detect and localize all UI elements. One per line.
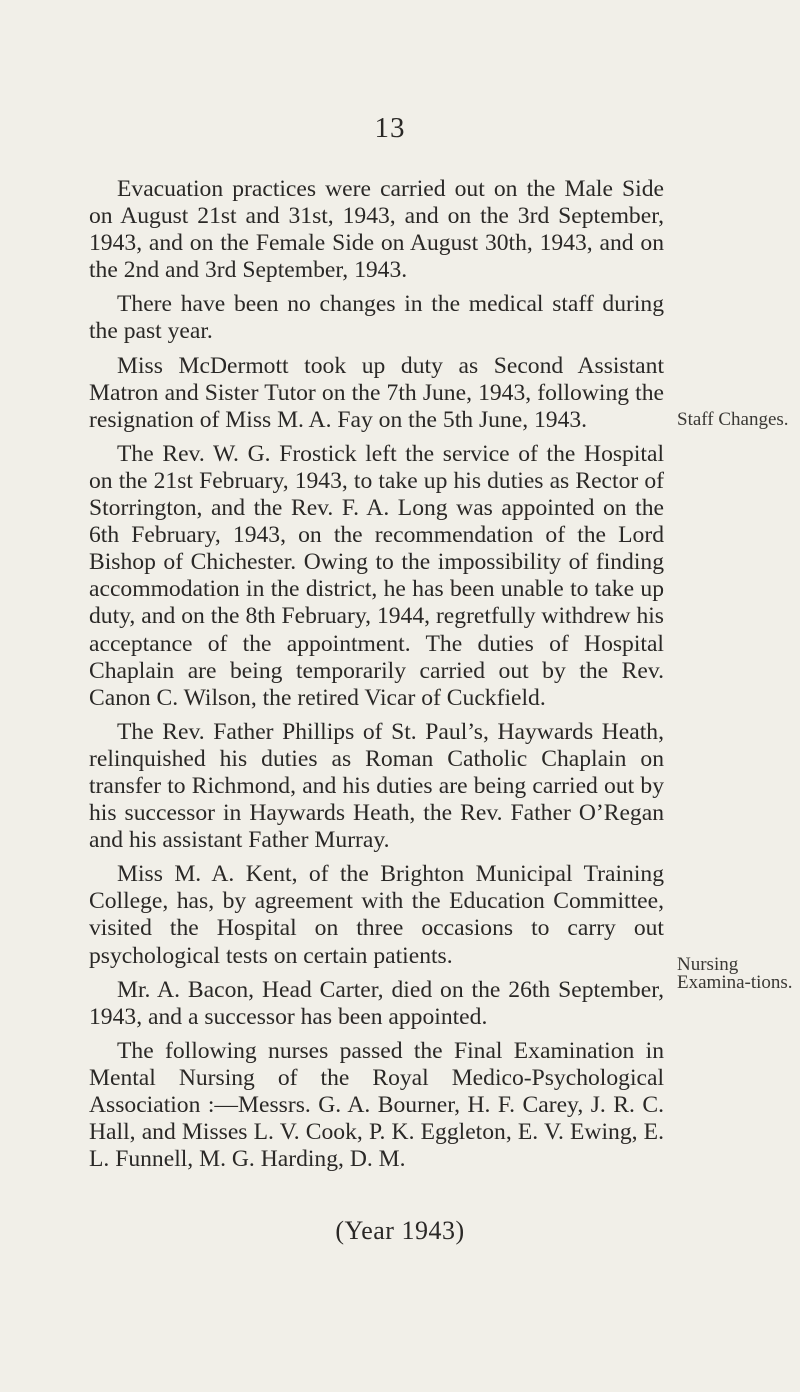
paragraph-evacuation: Evacuation practices were carried out on the Male Side on August 21st and 31st, 1943, and on the 3rd September, 1943, and on the Female Side on August 30th, 1943, and on the 2nd and 3rd September, 1943. [89, 176, 664, 284]
page-number: 13 [374, 112, 406, 144]
paragraph-nursing-exam: The following nurses passed the Final Examination in Mental Nursing of the Royal Medico-Psychological Association :—Messrs. G. A. Bourner, H. F. Carey, J. R. C. Hall, and Misses L. V. Cook, P. K. Eggleton, E. V. Ewing, E. L. Funnell, M. G. Harding, D. M. [89, 1037, 664, 1173]
paragraph-psychological-tests: Miss M. A. Kent, of the Brighton Municipal Training College, has, by agreement with the Education Committee, visited the Hospital on three occasions to carry out psychological tests on certain patients. [89, 861, 664, 969]
margin-note-nursing-examinations: Nursing Examina-tions. [677, 954, 793, 993]
paragraph-catholic-chaplain: The Rev. Father Phillips of St. Paul’s, Haywards Heath, relinquished his duties as Roman Catholic Chaplain on transfer to Richmond, and his duties are being carried out by his successor in Haywards Heath, the Rev. Father O’Regan and his assistant Father Murray. [89, 718, 664, 854]
paragraph-matron: Miss McDermott took up duty as Second Assistant Matron and Sister Tutor on the 7th June, 1943, following the resignation of Miss M. A. Fay on the 5th June, 1943. [89, 352, 664, 433]
page-footer: (Year 1943) [335, 1216, 465, 1245]
margin-note-staff-changes: Staff Changes. [677, 409, 789, 430]
paragraph-medical-staff: There have been no changes in the medical staff during the past year. [89, 291, 664, 345]
paragraph-chaplain: The Rev. W. G. Frostick left the service of the Hospital on the 21st February, 1943, to take up his duties as Rector of Storrington, and the Rev. F. A. Long was appointed on the 6th February, 1943, on the recommendation of the Lord Bishop of Chichester. Owing to the impossibility of finding accommodation in the district, he has been unable to take up duty, and on the 8th February, 1944, regretfully withdrew his acceptance of the appointment. The duties of Hospital Chaplain are being temporarily carried out by the Rev. Canon C. Wilson, the retired Vicar of Cuckfield. [89, 440, 664, 711]
paragraph-head-carter: Mr. A. Bacon, Head Carter, died on the 26th September, 1943, and a successor has been appointed. [89, 976, 664, 1030]
body-text [89, 176, 664, 1180]
